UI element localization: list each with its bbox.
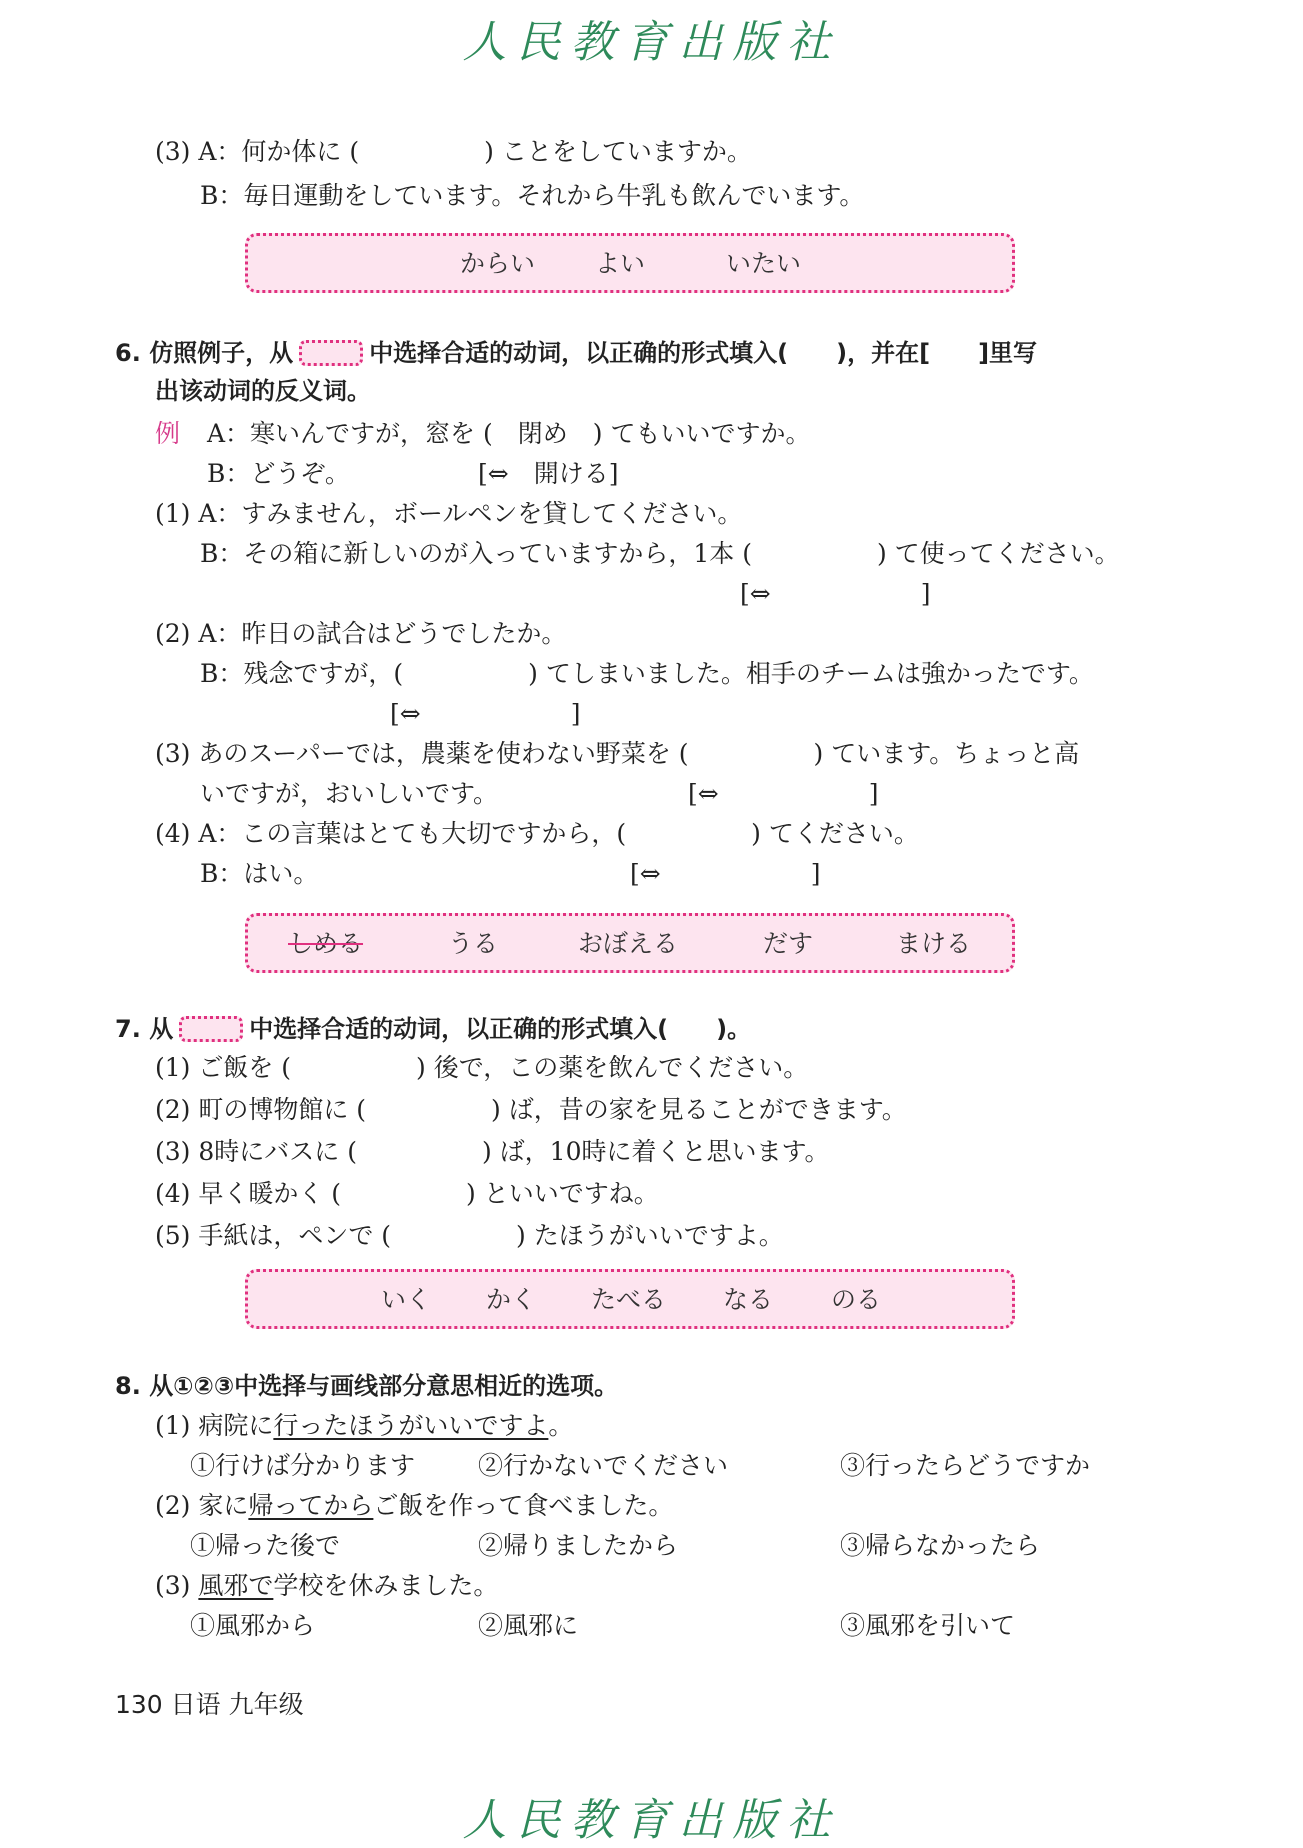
q6-title-part1: 仿照例子，从 bbox=[149, 339, 294, 367]
q6-options-box bbox=[245, 913, 1015, 973]
q7-item: (5) 手紙は，ペンで ( ) たほうがいいですよ。 bbox=[155, 1221, 784, 1250]
q6-title-part2: 中选择合适的动词，以正确的形式填入( )，并在[ ]里写 bbox=[369, 339, 1038, 367]
q6-heading bbox=[115, 337, 1037, 369]
page-number: 130 bbox=[115, 1690, 163, 1719]
sentence-suffix: ご飯を作って食べました。 bbox=[373, 1491, 674, 1520]
option-word: からい bbox=[460, 249, 536, 278]
option-word: たべる bbox=[591, 1285, 667, 1314]
q7-item: (4) 早く暖かく ( ) といいですね。 bbox=[155, 1179, 659, 1208]
q8-title: 从①②③中选择与画线部分意思相近的选项。 bbox=[149, 1372, 619, 1400]
q7-title-part1: 从 bbox=[149, 1015, 174, 1043]
example-label: 例 bbox=[155, 419, 181, 448]
q6-item3-a: (3) あのスーパーでは，農薬を使わない野菜を ( ) ています。ちょっと高 bbox=[155, 739, 1080, 768]
choice-3: ③風邪を引いて bbox=[840, 1611, 1016, 1640]
q6-item4-b: B：はい。 bbox=[200, 859, 319, 888]
option-word: だす bbox=[763, 929, 814, 958]
choice-3: ③行ったらどうですか bbox=[840, 1451, 1091, 1480]
dashed-box-icon bbox=[179, 1016, 243, 1042]
q6-item1-a: (1) A：すみません，ボールペンを貸してください。 bbox=[155, 499, 743, 528]
choice-2: ②風邪に bbox=[478, 1611, 579, 1640]
sentence-prefix: (3) bbox=[155, 1571, 199, 1600]
book-title: 日语 九年级 bbox=[170, 1690, 304, 1719]
option-word: おぼえる bbox=[578, 929, 679, 958]
q7-item: (3) 8時にバスに ( ) ば，10時に着くと思います。 bbox=[155, 1137, 830, 1166]
q5-item3-b: B：毎日運動をしています。それから牛乳も飲んでいます。 bbox=[200, 181, 865, 210]
option-word: なる bbox=[723, 1285, 774, 1314]
q6-item1-b: B：その箱に新しいのが入っていますから，1本 ( ) て使ってください。 bbox=[200, 539, 1120, 568]
q6-item3-b: いですが，おいしいです。 bbox=[200, 779, 499, 808]
q6-item2-a: (2) A：昨日の試合はどうでしたか。 bbox=[155, 619, 567, 648]
q5-options-box bbox=[245, 233, 1015, 293]
sentence-prefix: (1) 病院に bbox=[155, 1411, 274, 1440]
page-footer bbox=[115, 1685, 304, 1721]
q6-heading-line2: 出该动词的反义词。 bbox=[155, 377, 371, 405]
underlined-phrase: 風邪で bbox=[198, 1571, 274, 1600]
q7-item: (1) ご飯を ( ) 後で，この薬を飲んでください。 bbox=[155, 1053, 809, 1082]
option-word: うる bbox=[448, 929, 499, 958]
q6-item3-bracket: [⇔ ] bbox=[688, 779, 879, 808]
q8-heading bbox=[115, 1370, 618, 1402]
q8-number: 8. bbox=[115, 1372, 141, 1400]
option-word: いたい bbox=[726, 249, 802, 278]
q7-number: 7. bbox=[115, 1015, 141, 1043]
choice-2: ②行かないでください bbox=[478, 1451, 729, 1480]
dashed-box-icon bbox=[299, 340, 363, 366]
q6-number: 6. bbox=[115, 339, 141, 367]
option-word-example: しめる bbox=[288, 929, 364, 958]
q6-item4-a: (4) A：この言葉はとても大切ですから，( ) てください。 bbox=[155, 819, 919, 848]
q7-item: (2) 町の博物館に ( ) ば，昔の家を見ることができます。 bbox=[155, 1095, 907, 1124]
example-b: B：どうぞ。 bbox=[207, 459, 350, 488]
sentence-suffix: 。 bbox=[548, 1411, 574, 1440]
option-word: よい bbox=[595, 249, 646, 278]
q8-sentence1 bbox=[155, 1410, 573, 1442]
q8-sentence3 bbox=[155, 1570, 498, 1602]
q6-item4-bracket: [⇔ ] bbox=[630, 859, 821, 888]
q8-sentence2 bbox=[155, 1490, 673, 1522]
sentence-suffix: 学校を休みました。 bbox=[273, 1571, 499, 1600]
option-word: まける bbox=[896, 929, 972, 958]
choice-1: ①帰った後で bbox=[190, 1531, 341, 1560]
q6-item2-bracket: [⇔ ] bbox=[390, 699, 581, 728]
publisher-logo-bottom: 人民教育出版社 bbox=[462, 1795, 841, 1846]
underlined-phrase: 行ったほうがいいですよ bbox=[273, 1411, 549, 1440]
option-word: かく bbox=[486, 1285, 537, 1314]
q6-item1-bracket: [⇔ ] bbox=[740, 579, 931, 608]
q5-item3-a: (3) A：何か体に ( ) ことをしていますか。 bbox=[155, 137, 752, 166]
publisher-logo-top: 人民教育出版社 bbox=[462, 17, 841, 68]
q7-title-part2: 中选择合适的动词，以正确的形式填入( )。 bbox=[249, 1015, 752, 1043]
choice-1: ①行けば分かります bbox=[190, 1451, 416, 1480]
choice-1: ①風邪から bbox=[190, 1611, 316, 1640]
option-word: のる bbox=[831, 1285, 882, 1314]
sentence-prefix: (2) 家に bbox=[155, 1491, 249, 1520]
option-word: いく bbox=[381, 1285, 432, 1314]
choice-2: ②帰りましたから bbox=[478, 1531, 679, 1560]
underlined-phrase: 帰ってから bbox=[248, 1491, 374, 1520]
choice-3: ③帰らなかったら bbox=[840, 1531, 1041, 1560]
q7-heading bbox=[115, 1013, 751, 1045]
example-a: A：寒いんですが，窓を ( 閉め ) てもいいですか。 bbox=[207, 419, 811, 448]
q6-item2-b: B：残念ですが，( ) てしまいました。相手のチームは強かったです。 bbox=[200, 659, 1094, 688]
q7-options-box bbox=[245, 1269, 1015, 1329]
example-bracket: [⇔ 開ける] bbox=[478, 459, 619, 488]
